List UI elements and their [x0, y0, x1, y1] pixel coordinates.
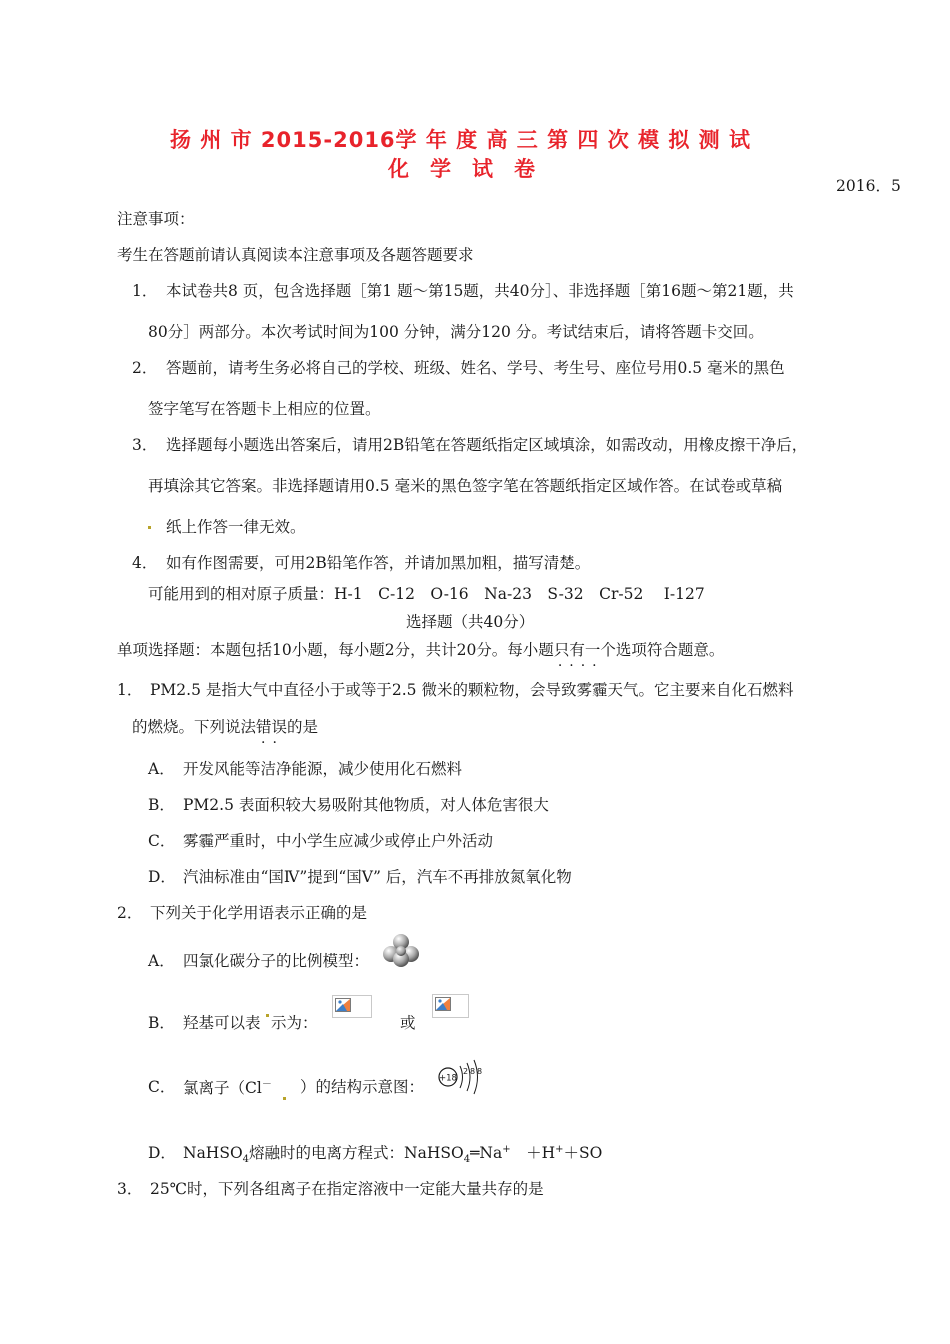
notice-item-text: 签字笔写在答题卡上相应的位置。 [148, 400, 381, 418]
option-text: 或 [400, 1014, 416, 1032]
option-label: C． [148, 832, 176, 850]
exam-title: 扬 州 市 2015-2016学 年 度 高 三 第 四 次 模 拟 测 试 [170, 128, 751, 152]
option-label: B． [148, 1014, 175, 1032]
notice-item-number: 1． [132, 282, 158, 300]
superscript: － [261, 1079, 272, 1090]
superscript: + [555, 1143, 564, 1155]
notice-item-text: 80分］两部分。本次考试时间为100 分钟，满分120 分。考试结束后，请将答题卡交回。 [148, 323, 764, 341]
notice-item-text: 答题前，请考生务必将自己的学校、班级、姓名、学号、考生号、座位号用0.5 毫米的黑色 [166, 359, 785, 377]
emphasis-dots: ·· [261, 735, 284, 751]
notice-item-text: 纸上作答一律无效。 [166, 518, 306, 536]
instruction-text: 单项选择题：本题包括10小题，每小题2分，共计20分。每小题 [117, 641, 554, 659]
emphasis-dots: ···· [557, 658, 604, 674]
emphasis-words: 错误 [256, 718, 288, 736]
option-text-part: 氯离子（Cl [183, 1079, 262, 1098]
section-instruction [117, 638, 725, 674]
option-text-part: ＋SO [563, 1144, 603, 1162]
notice-intro: 考生在答题前请认真阅读本注意事项及各题答题要求 [117, 246, 474, 264]
emphasis-text [553, 641, 616, 674]
option-label: D． [148, 1144, 176, 1162]
option-text-part: 熔融时的电离方程式：NaHSO [249, 1144, 464, 1162]
exam-date: 2016．5 [836, 177, 901, 195]
option-text: 雾霾严重时，中小学生应减少或停止户外活动 [183, 832, 494, 850]
option-text [183, 1075, 272, 1098]
notice-item-text: 再填涂其它答案。非选择题请用0.5 毫米的黑色签字笔在答题纸指定区域作答。在试卷或草稿 [148, 477, 783, 495]
option-label: A． [148, 760, 175, 778]
bullet-mark [266, 1014, 269, 1017]
atomic-masses: 可能用到的相对原子质量：H-1 C-12 O-16 Na-23 S-32 Cr-52 I-127 [148, 585, 705, 603]
emphasis-words: 只有一个 [553, 641, 616, 659]
question-stem [132, 715, 319, 751]
shell-electron-count: 8 [470, 1067, 476, 1076]
stem-text: 的燃烧。下列说法 [132, 718, 257, 736]
emphasis-text [256, 718, 288, 751]
question-stem: 下列关于化学用语表示正确的是 [150, 904, 368, 922]
option-text: 开发风能等洁净能源，减少使用化石燃料 [183, 760, 463, 778]
option-text: ）的结构示意图： [300, 1078, 425, 1096]
option-text-part: ＋H [510, 1144, 556, 1162]
shell-electron-count: 8 [477, 1067, 483, 1076]
bullet-mark [283, 1097, 286, 1100]
question-stem: PM2.5 是指大气中直径小于或等于2.5 微米的颗粒物，会导致雾霾天气。它主要来自化石燃料 [150, 681, 794, 699]
option-text [183, 1141, 602, 1165]
stem-text: 的是 [287, 718, 319, 736]
notice-item-number: 2． [132, 359, 158, 377]
question-number: 1． [117, 681, 143, 699]
subscript: 4 [463, 1154, 471, 1166]
subscript: 4 [242, 1154, 250, 1166]
nucleus-label: +18 [439, 1073, 457, 1084]
hydroxyl-formula-image [332, 995, 372, 1018]
notice-item-text: 本试卷共8 页，包含选择题［第1 题～第15题，共40分］、非选择题［第16题～第21题，共 [166, 282, 794, 300]
exam-subtitle: 化 学 试 卷 [388, 157, 535, 181]
question-stem: 25℃时，下列各组离子在指定溶液中一定能大量共存的是 [150, 1180, 544, 1198]
option-text: 四氯化碳分子的比例模型： [183, 952, 370, 970]
option-label: D． [148, 868, 176, 886]
notice-item-number: 4． [132, 554, 158, 572]
option-text-part: ═Na [470, 1144, 503, 1162]
option-label: C． [148, 1078, 176, 1096]
option-text: PM2.5 表面积较大易吸附其他物质，对人体危害很大 [183, 796, 549, 814]
instruction-text: 选项符合题意。 [615, 641, 725, 659]
option-text-part: NaHSO [183, 1144, 243, 1162]
question-number: 3． [117, 1180, 143, 1198]
notice-item-text: 选择题每小题选出答案后，请用2B铅笔在答题纸指定区域填涂，如需改动，用橡皮擦干净后， [166, 436, 808, 454]
shell-electron-count: 2 [463, 1067, 469, 1076]
option-text: 示为： [271, 1014, 318, 1032]
option-text: 羟基可以表 [183, 1014, 261, 1032]
option-label: A． [148, 952, 175, 970]
superscript: + [502, 1143, 511, 1155]
notice-item-text: 如有作图需要，可用2B铅笔作答，并请加黑加粗，描写清楚。 [166, 554, 591, 572]
space-filling-model-image [382, 933, 420, 969]
section-title: 选择题（共40分） [406, 613, 535, 631]
notice-heading: 注意事项： [117, 210, 195, 228]
bullet-mark [148, 526, 151, 529]
notice-item-number: 3． [132, 436, 158, 454]
ion-structure-diagram [436, 1057, 484, 1097]
question-number: 2． [117, 904, 143, 922]
hydroxyl-electron-image [432, 994, 469, 1018]
option-label: B． [148, 796, 175, 814]
option-text: 汽油标准由“国Ⅳ”提到“国Ⅴ” 后，汽车不再排放氮氧化物 [183, 868, 572, 886]
